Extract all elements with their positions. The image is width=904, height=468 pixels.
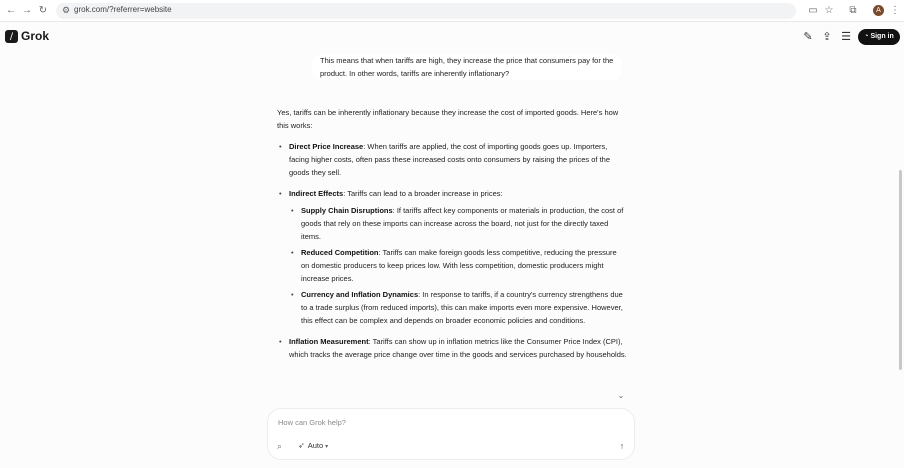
point-title: Indirect Effects [289, 189, 344, 198]
response-intro: Yes, tariffs can be inherently inflationary because they increase the cost of imported goods. Here's how this works: [277, 108, 619, 130]
chevron-down-icon: ▾ [325, 444, 329, 450]
sub-point-text: : If tariffs affect key components or materials in production, the cost of goods that rely on these imports can increase across the board, not just for the directly taxed items. [301, 206, 624, 241]
sub-point-text: : Tariffs can make foreign goods less competitive, reducing the pressure on domestic producers to keep prices low. With less competition, domestic producers might increase prices. [301, 248, 617, 283]
user-message-text: This means that when tariffs are high, they increase the price that consumers pay for the product. In other words, tariffs are inherently inflationary? [320, 56, 614, 78]
brand-name[interactable]: Grok [21, 29, 50, 43]
list-item [277, 187, 627, 327]
list-item [289, 288, 627, 327]
address-bar[interactable] [56, 3, 796, 19]
paperclip-icon[interactable]: ⌕ [277, 441, 283, 451]
list-item [277, 140, 627, 179]
bookmark-star-icon[interactable]: ☆ [824, 5, 834, 16]
reload-icon[interactable]: ↻ [38, 5, 48, 16]
message-composer[interactable] [267, 408, 635, 460]
forward-arrow-icon[interactable]: → [22, 5, 32, 16]
url-text: grok.com/?referrer=website [74, 5, 172, 14]
cast-icon[interactable]: ▭ [808, 5, 818, 16]
scroll-to-bottom-chevron-icon[interactable]: ⌄ [617, 391, 625, 400]
sub-point-title: Reduced Competition [301, 248, 379, 257]
extensions-icon[interactable]: ⧉ [849, 5, 857, 16]
share-icon[interactable]: ⇪ [822, 31, 832, 43]
point-title: Direct Price Increase [289, 142, 364, 151]
back-arrow-icon[interactable]: ← [6, 5, 16, 16]
send-arrow-up-icon[interactable]: ↑ [619, 441, 625, 451]
app-header [0, 22, 904, 54]
user-icon: ◔ [864, 33, 869, 40]
list-item [289, 246, 627, 285]
response-points [277, 140, 627, 361]
mode-selector[interactable] [298, 439, 328, 453]
sub-point-title: Supply Chain Disruptions [301, 206, 393, 215]
settings-sliders-icon[interactable]: ☰ [841, 31, 851, 43]
grok-logo-icon[interactable]: ⧸ [5, 30, 18, 43]
browser-menu-icon[interactable]: ⋮ [890, 5, 900, 16]
point-title: Inflation Measurement [289, 337, 369, 346]
sub-point-title: Currency and Inflation Dynamics [301, 290, 419, 299]
user-message-bubble [312, 54, 622, 80]
scrollbar-thumb[interactable] [899, 170, 902, 370]
site-info-icon[interactable]: ⚙ [62, 5, 71, 15]
composer-input[interactable]: How can Grok help? [278, 418, 346, 427]
new-chat-pencil-icon[interactable]: ✎ [803, 31, 813, 43]
point-text: : Tariffs can show up in inflation metrics like the Consumer Price Index (CPI), which tracks the average price change over time in the goods and services purchased by households. [289, 337, 627, 359]
browser-toolbar [0, 0, 904, 22]
sign-in-label: Sign in [870, 33, 894, 40]
sign-in-button[interactable] [858, 29, 900, 45]
sub-point-text: : In response to tariffs, if a country's currency strengthens due to a trade surplus (from reduced imports), this can make imports even more expensive. However, this effect can be complex and depends on broader economic policies and conditions. [301, 290, 623, 325]
assistant-response [277, 106, 627, 369]
list-item [277, 335, 627, 361]
point-text: : When tariffs are applied, the cost of importing goods goes up. Importers, facing higher costs, often pass these increased costs onto consumers by raising the prices of the goods they sell. [289, 142, 611, 177]
rocket-icon: ➶ [298, 441, 305, 450]
sub-points [289, 204, 627, 327]
mode-label: Auto [307, 441, 324, 450]
conversation [0, 54, 904, 404]
profile-avatar[interactable]: A [873, 5, 884, 16]
list-item [289, 204, 627, 243]
point-text: : Tariffs can lead to a broader increase in prices: [343, 189, 503, 198]
